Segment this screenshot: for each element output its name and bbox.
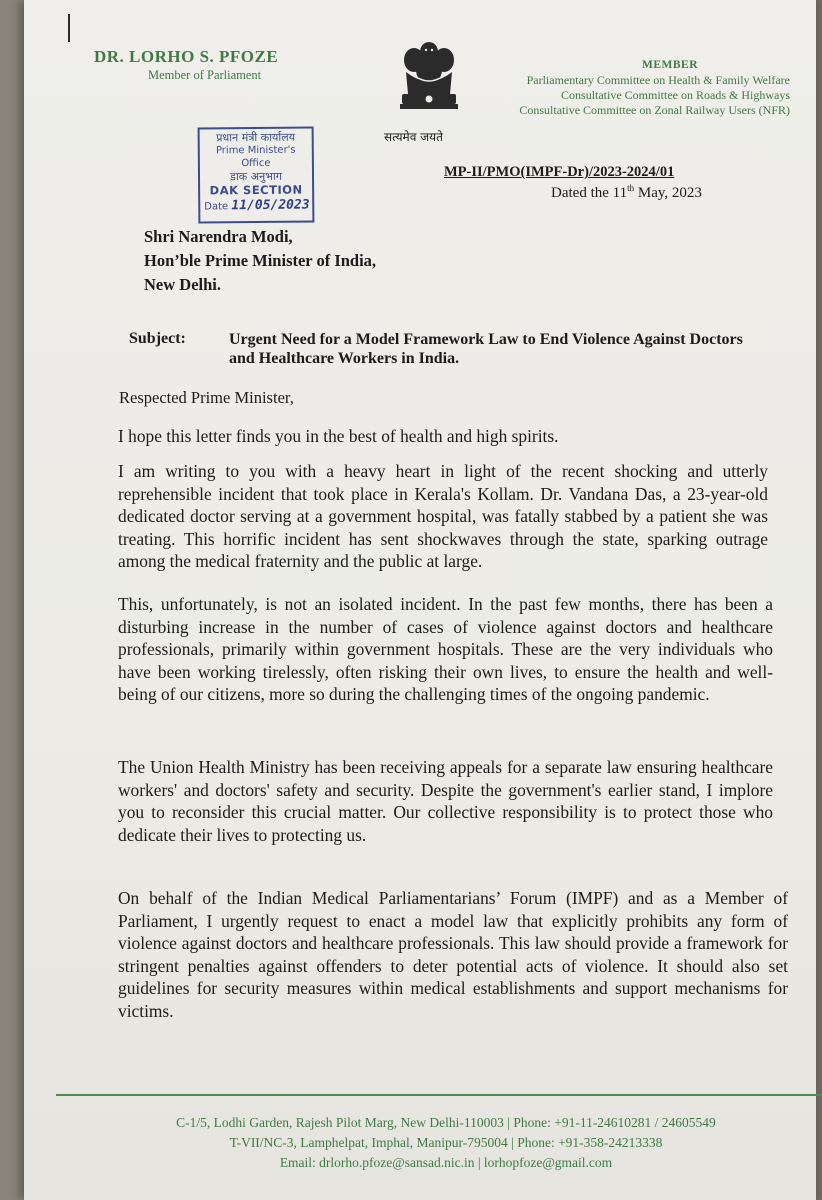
national-emblem-icon	[392, 38, 466, 134]
footer-email: Email: drlorho.pfoze@sansad.nic.in | lorhopfoze@gmail.com	[279, 1155, 613, 1170]
addressee-block	[144, 225, 376, 297]
letter-page	[24, 0, 816, 1200]
stamp-date-row	[204, 199, 309, 214]
stamp-line-office: Prime Minister's Office	[215, 144, 296, 170]
stamp-line-hindi-office: प्रधान मंत्री कार्यालय	[216, 130, 296, 145]
committee-membership	[490, 58, 790, 118]
pen-mark	[68, 14, 70, 42]
footer-address-delhi: C-1/5, Lodhi Garden, Rajesh Pilot Marg, New Delhi-110003 | Phone: +91-11-24610281 / 24605549	[176, 1115, 716, 1130]
sender-role: Member of Parliament	[148, 68, 262, 82]
addressee-line: Hon’ble Prime Minister of India,	[144, 251, 377, 270]
footer-address-imphal: T-VII/NC-3, Lamphelpat, Imphal, Manipur-795004 | Phone: +91-358-24213338	[229, 1135, 663, 1150]
date-suffix: th	[627, 183, 635, 193]
member-title: MEMBER	[641, 59, 699, 71]
body-paragraph: I hope this letter finds you in the best of health and high spirits.	[118, 426, 559, 446]
committee-line: Consultative Committee on Roads & Highways	[561, 88, 790, 102]
stamp-line-hindi-dak: डाक अनुभाग	[229, 169, 283, 184]
stamp-line-dak: DAK SECTION	[209, 182, 303, 198]
committee-line: Parliamentary Committee on Health & Family Welfare	[526, 73, 790, 87]
body-paragraph: On behalf of the Indian Medical Parliamentarians’ Forum (IMPF) and as a Member of Parliament, I urgently request to enact a model law that explicitly prohibits any form of violence against doctors and healthcare professionals. This law should provide a framework for stringent penalties against offenders to deter potential acts of violence. It should also set guidelines for security measures within medical establishments and support mechanisms for victims.	[118, 888, 788, 1021]
date-rest: May, 2023	[634, 185, 702, 201]
stamp-date-value: 11/05/2023	[231, 197, 310, 214]
committee-line: Consultative Committee on Zonal Railway Users (NFR)	[519, 103, 790, 117]
date-prefix: Dated the 11	[551, 185, 628, 201]
subject-text: Urgent Need for a Model Framework Law to End Violence Against Doctors and Healthcare Workers in India.	[229, 331, 743, 367]
emblem-motto: सत्यमेव जयते	[384, 130, 443, 144]
letter-date	[551, 183, 702, 202]
addressee-line: New Delhi.	[144, 275, 221, 294]
salutation: Respected Prime Minister,	[119, 388, 294, 407]
footer-divider	[56, 1094, 822, 1096]
addressee-line: Shri Narendra Modi,	[144, 227, 293, 246]
body-paragraph: This, unfortunately, is not an isolated incident. In the past few months, there has been a disturbing increase in the number of cases of violence against doctors and healthcare professionals, primarily within government hospitals. These are the very individuals who have been working tirelessly, often risking their own lives, to ensure the health and well-being of our citizens, more so during the challenging times of the ongoing pandemic.	[118, 594, 773, 705]
pmo-dak-stamp	[198, 126, 315, 223]
subject-label: Subject:	[129, 330, 186, 347]
reference-number: MP-II/PMO(IMPF-Dr)/2023-2024/01	[444, 164, 675, 180]
body-paragraph: I am writing to you with a heavy heart in light of the recent shocking and utterly reprehensible incident that took place in Kerala's Kollam. Dr. Vandana Das, a 23-year-old dedicated doctor serving at a government hospital, was fatally stabbed by a patient she was treating. This horrific incident has sent shockwaves through the state, sparking outrage among the medical fraternity and the public at large.	[118, 461, 768, 572]
stamp-date-label: Date	[204, 201, 229, 213]
sender-name: DR. LORHO S. PFOZE	[94, 47, 279, 66]
body-paragraph: The Union Health Ministry has been receiving appeals for a separate law ensuring healthcare workers' and doctors' safety and security. Despite the government's earlier stand, I implore you to reconsider this crucial matter. Our collective responsibility is to protect those who dedicate their lives to protecting us.	[118, 757, 773, 845]
